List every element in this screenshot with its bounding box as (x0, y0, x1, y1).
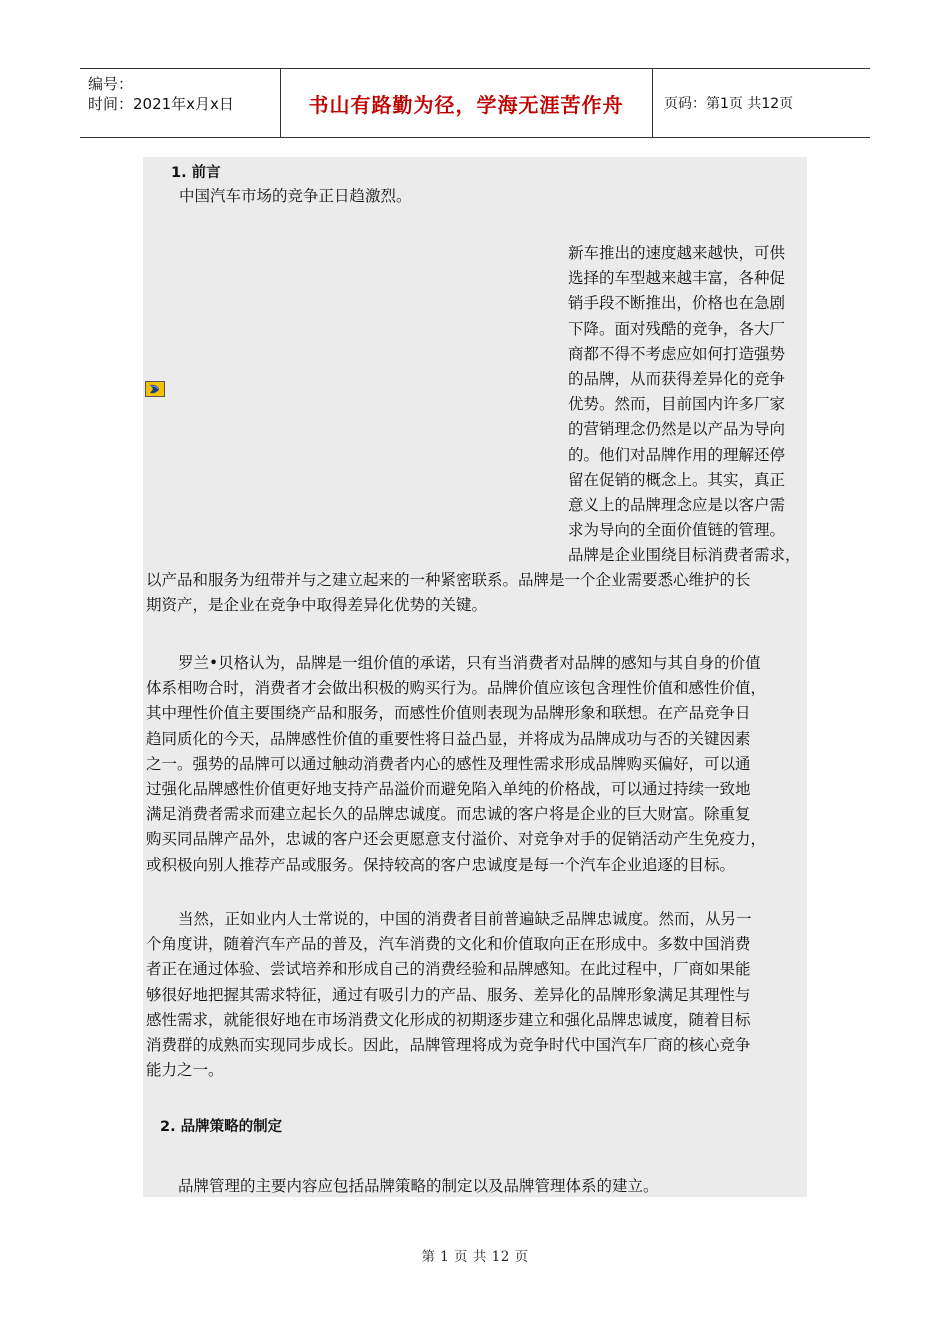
page-footer: 第 1 页 共 12 页 (421, 1249, 529, 1265)
document-header (80, 68, 870, 138)
header-motto-cell (280, 69, 653, 137)
number-label: 编号： (88, 75, 134, 93)
side-line: 品牌是企业围绕目标消费者需求， (568, 546, 801, 565)
section-1-continuation (146, 568, 751, 618)
side-line: 销手段不断推出，价格也在急剧 (568, 294, 786, 313)
arrow-icon[interactable] (145, 381, 165, 397)
time-line: 时间：2021年x月x日 (88, 95, 234, 113)
side-line: 优势。然而，目前国内许多厂家 (568, 395, 786, 414)
para-line: 或积极向别人推荐产品或服务。保持较高的客户忠诚度是每一个汽车企业追逐的目标。 (146, 855, 736, 874)
side-line: 的营销理念仍然是以产品为导向 (568, 420, 786, 439)
para-line: 趋同质化的今天，品牌感性价值的重要性将日益凸显，并将成为品牌成功与否的关键因素 (146, 729, 751, 748)
side-text-column (568, 241, 818, 569)
paragraph-consumer-loyalty (146, 907, 752, 1083)
section-2-heading: 2. 品牌策略的制定 (160, 1119, 283, 1135)
para-line: 满足消费者需求而建立起长久的品牌忠诚度。而忠诚的客户将是企业的巨大财富。除重复 (146, 805, 751, 824)
para-line: 感性需求，就能很好地在市场消费文化形成的初期逐步建立和强化品牌忠诚度，随着目标 (146, 1010, 751, 1029)
paragraph-roland-berger (146, 651, 766, 878)
para-line: 之一。强势的品牌可以通过触动消费者内心的感性及理性需求形成品牌购买偏好，可以通 (146, 754, 751, 773)
para-line: 其中理性价值主要围绕产品和服务，而感性价值则表现为品牌形象和联想。在产品竞争日 (146, 704, 751, 723)
side-line: 求为导向的全面价值链的管理。 (568, 521, 786, 540)
para-line: 够很好地把握其需求特征，通过有吸引力的产品、服务、差异化的品牌形象满足其理性与 (146, 985, 751, 1004)
document-body (143, 157, 807, 1197)
para-line: 当然，正如业内人士常说的，中国的消费者目前普遍缺乏品牌忠诚度。然而，从另一 (178, 910, 752, 928)
para-line: 者正在通过体验、尝试培养和形成自己的消费经验和品牌感知。在此过程中，厂商如果能 (146, 960, 751, 979)
section-1-intro: 中国汽车市场的竞争正日趋激烈。 (179, 187, 412, 205)
side-line: 的。他们对品牌作用的理解还停 (568, 445, 786, 464)
side-line: 下降。面对残酷的竞争，各大厂 (568, 319, 786, 338)
para-line: 过强化品牌感性价值更好地支持产品溢价而避免陷入单纯的价格战，可以通过持续一致地 (146, 780, 751, 799)
header-meta (80, 69, 281, 137)
section-2-intro: 品牌管理的主要内容应包括品牌策略的制定以及品牌管理体系的建立。 (178, 1177, 659, 1195)
para-line: 消费群的成熟而实现同步成长。因此，品牌管理将成为竞争时代中国汽车厂商的核心竞争 (146, 1036, 751, 1055)
para-line: 个角度讲，随着汽车产品的普及，汽车消费的文化和价值取向正在形成中。多数中国消费 (146, 935, 751, 954)
para-line: 以产品和服务为纽带并与之建立起来的一种紧密联系。品牌是一个企业需要悉心维护的长 (146, 571, 751, 589)
para-line: 期资产，是企业在竞争中取得差异化优势的关键。 (146, 596, 488, 615)
section-1-heading: 1. 前言 (171, 165, 221, 181)
arrow-icon-glyph (148, 383, 162, 395)
page-code: 页码：第1页 共12页 (664, 96, 794, 112)
motto-text: 书山有路勤为径，学海无涯苦作舟 (308, 92, 624, 117)
side-line: 商都不得不考虑应如何打造强势 (568, 344, 786, 363)
side-line: 留在促销的概念上。其实，真正 (568, 470, 786, 489)
para-line: 罗兰•贝格认为，品牌是一组价值的承诺，只有当消费者对品牌的感知与其自身的价值 (178, 654, 761, 672)
para-line: 能力之一。 (146, 1061, 224, 1080)
side-line: 新车推出的速度越来越快，可供 (568, 244, 786, 262)
para-line: 体系相吻合时，消费者才会做出积极的购买行为。品牌价值应该包含理性价值和感性价值， (146, 679, 767, 698)
side-line: 意义上的品牌理念应是以客户需 (568, 496, 786, 515)
para-line: 购买同品牌产品外，忠诚的客户还会更愿意支付溢价、对竞争对手的促销活动产生免疫力， (146, 830, 767, 849)
side-line: 选择的车型越来越丰富，各种促 (568, 269, 786, 288)
side-line: 的品牌，从而获得差异化的竞争 (568, 370, 786, 389)
header-page-cell (652, 69, 870, 137)
